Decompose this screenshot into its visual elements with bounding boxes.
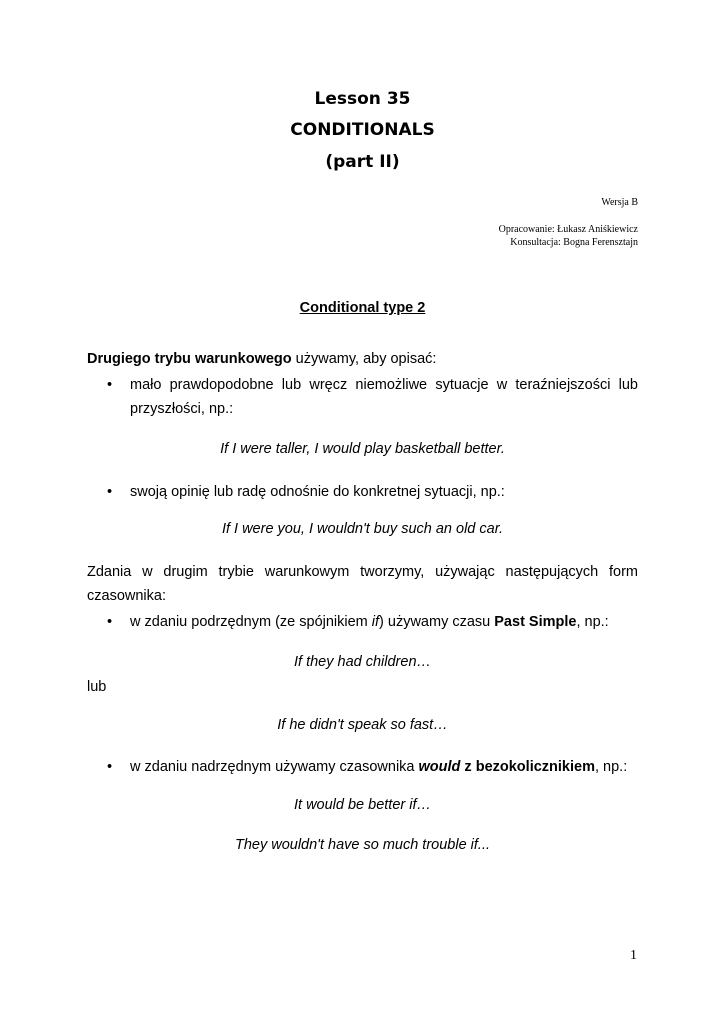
- bullet-sub-text: w zdaniu podrzędnym (ze spójnikiem: [130, 614, 372, 630]
- bullet-dot: •: [107, 377, 113, 393]
- bullet-sub-bold: Past Simple: [494, 614, 577, 630]
- intro-paragraph: [87, 347, 638, 371]
- example-sentence: It would be better if…: [293, 797, 431, 813]
- forms-paragraph-line1: Zdania w drugim trybie warunkowym tworzymy, używając następujących form: [87, 564, 638, 580]
- bullet-main-clause: [130, 755, 638, 779]
- author-label: Opracowanie: Łukasz Aniśkiewicz: [498, 224, 638, 235]
- bullet-use-2: swoją opinię lub radę odnośnie do konkretnej sytuacji, np.:: [130, 484, 505, 500]
- or-label: lub: [87, 679, 107, 695]
- bullet-use-1-line2: przyszłości, np.:: [130, 401, 234, 417]
- page-number: 1: [630, 948, 637, 963]
- example-sentence: If they had children…: [293, 654, 432, 670]
- bullet-dot: •: [107, 759, 113, 775]
- example-sentence: If I were you, I wouldn't buy such an old car.: [221, 521, 504, 537]
- bullet-dot: •: [107, 484, 113, 500]
- lesson-title: Lesson 35: [314, 89, 411, 109]
- bullet-sub-text: ) używamy czasu: [379, 614, 495, 630]
- bullet-main-bold-italic: would: [418, 759, 461, 775]
- example-sentence: If I were taller, I would play basketball better.: [220, 441, 505, 457]
- bullet-dot: •: [107, 614, 113, 630]
- topic-title: CONDITIONALS: [290, 120, 435, 140]
- bullet-sub-text: , np.:: [576, 614, 609, 630]
- forms-paragraph-line2: czasownika:: [87, 588, 166, 604]
- bullet-main-bold: z bezokolicznikiem: [460, 759, 595, 775]
- bullet-use-1-line1: mało prawdopodobne lub wręcz niemożliwe sytuacje w teraźniejszości lub: [130, 377, 638, 393]
- example-sentence: If he didn't speak so fast…: [277, 717, 448, 733]
- example-sentence: They wouldn't have so much trouble if...: [234, 837, 491, 853]
- bullet-main-text: w zdaniu nadrzędnym używamy czasownika: [130, 759, 419, 775]
- intro-text: używamy, aby opisać:: [291, 351, 437, 367]
- section-heading: Conditional type 2: [299, 300, 426, 316]
- bullet-subordinate-clause: [130, 610, 638, 634]
- part-title: (part II): [325, 152, 400, 172]
- intro-bold: Drugiego trybu warunkowego: [87, 351, 292, 367]
- bullet-sub-italic: if: [371, 614, 380, 630]
- bullet-main-text: , np.:: [594, 759, 628, 775]
- version-label: Wersja B: [601, 197, 638, 208]
- consultant-label: Konsultacja: Bogna Ferensztajn: [510, 237, 638, 248]
